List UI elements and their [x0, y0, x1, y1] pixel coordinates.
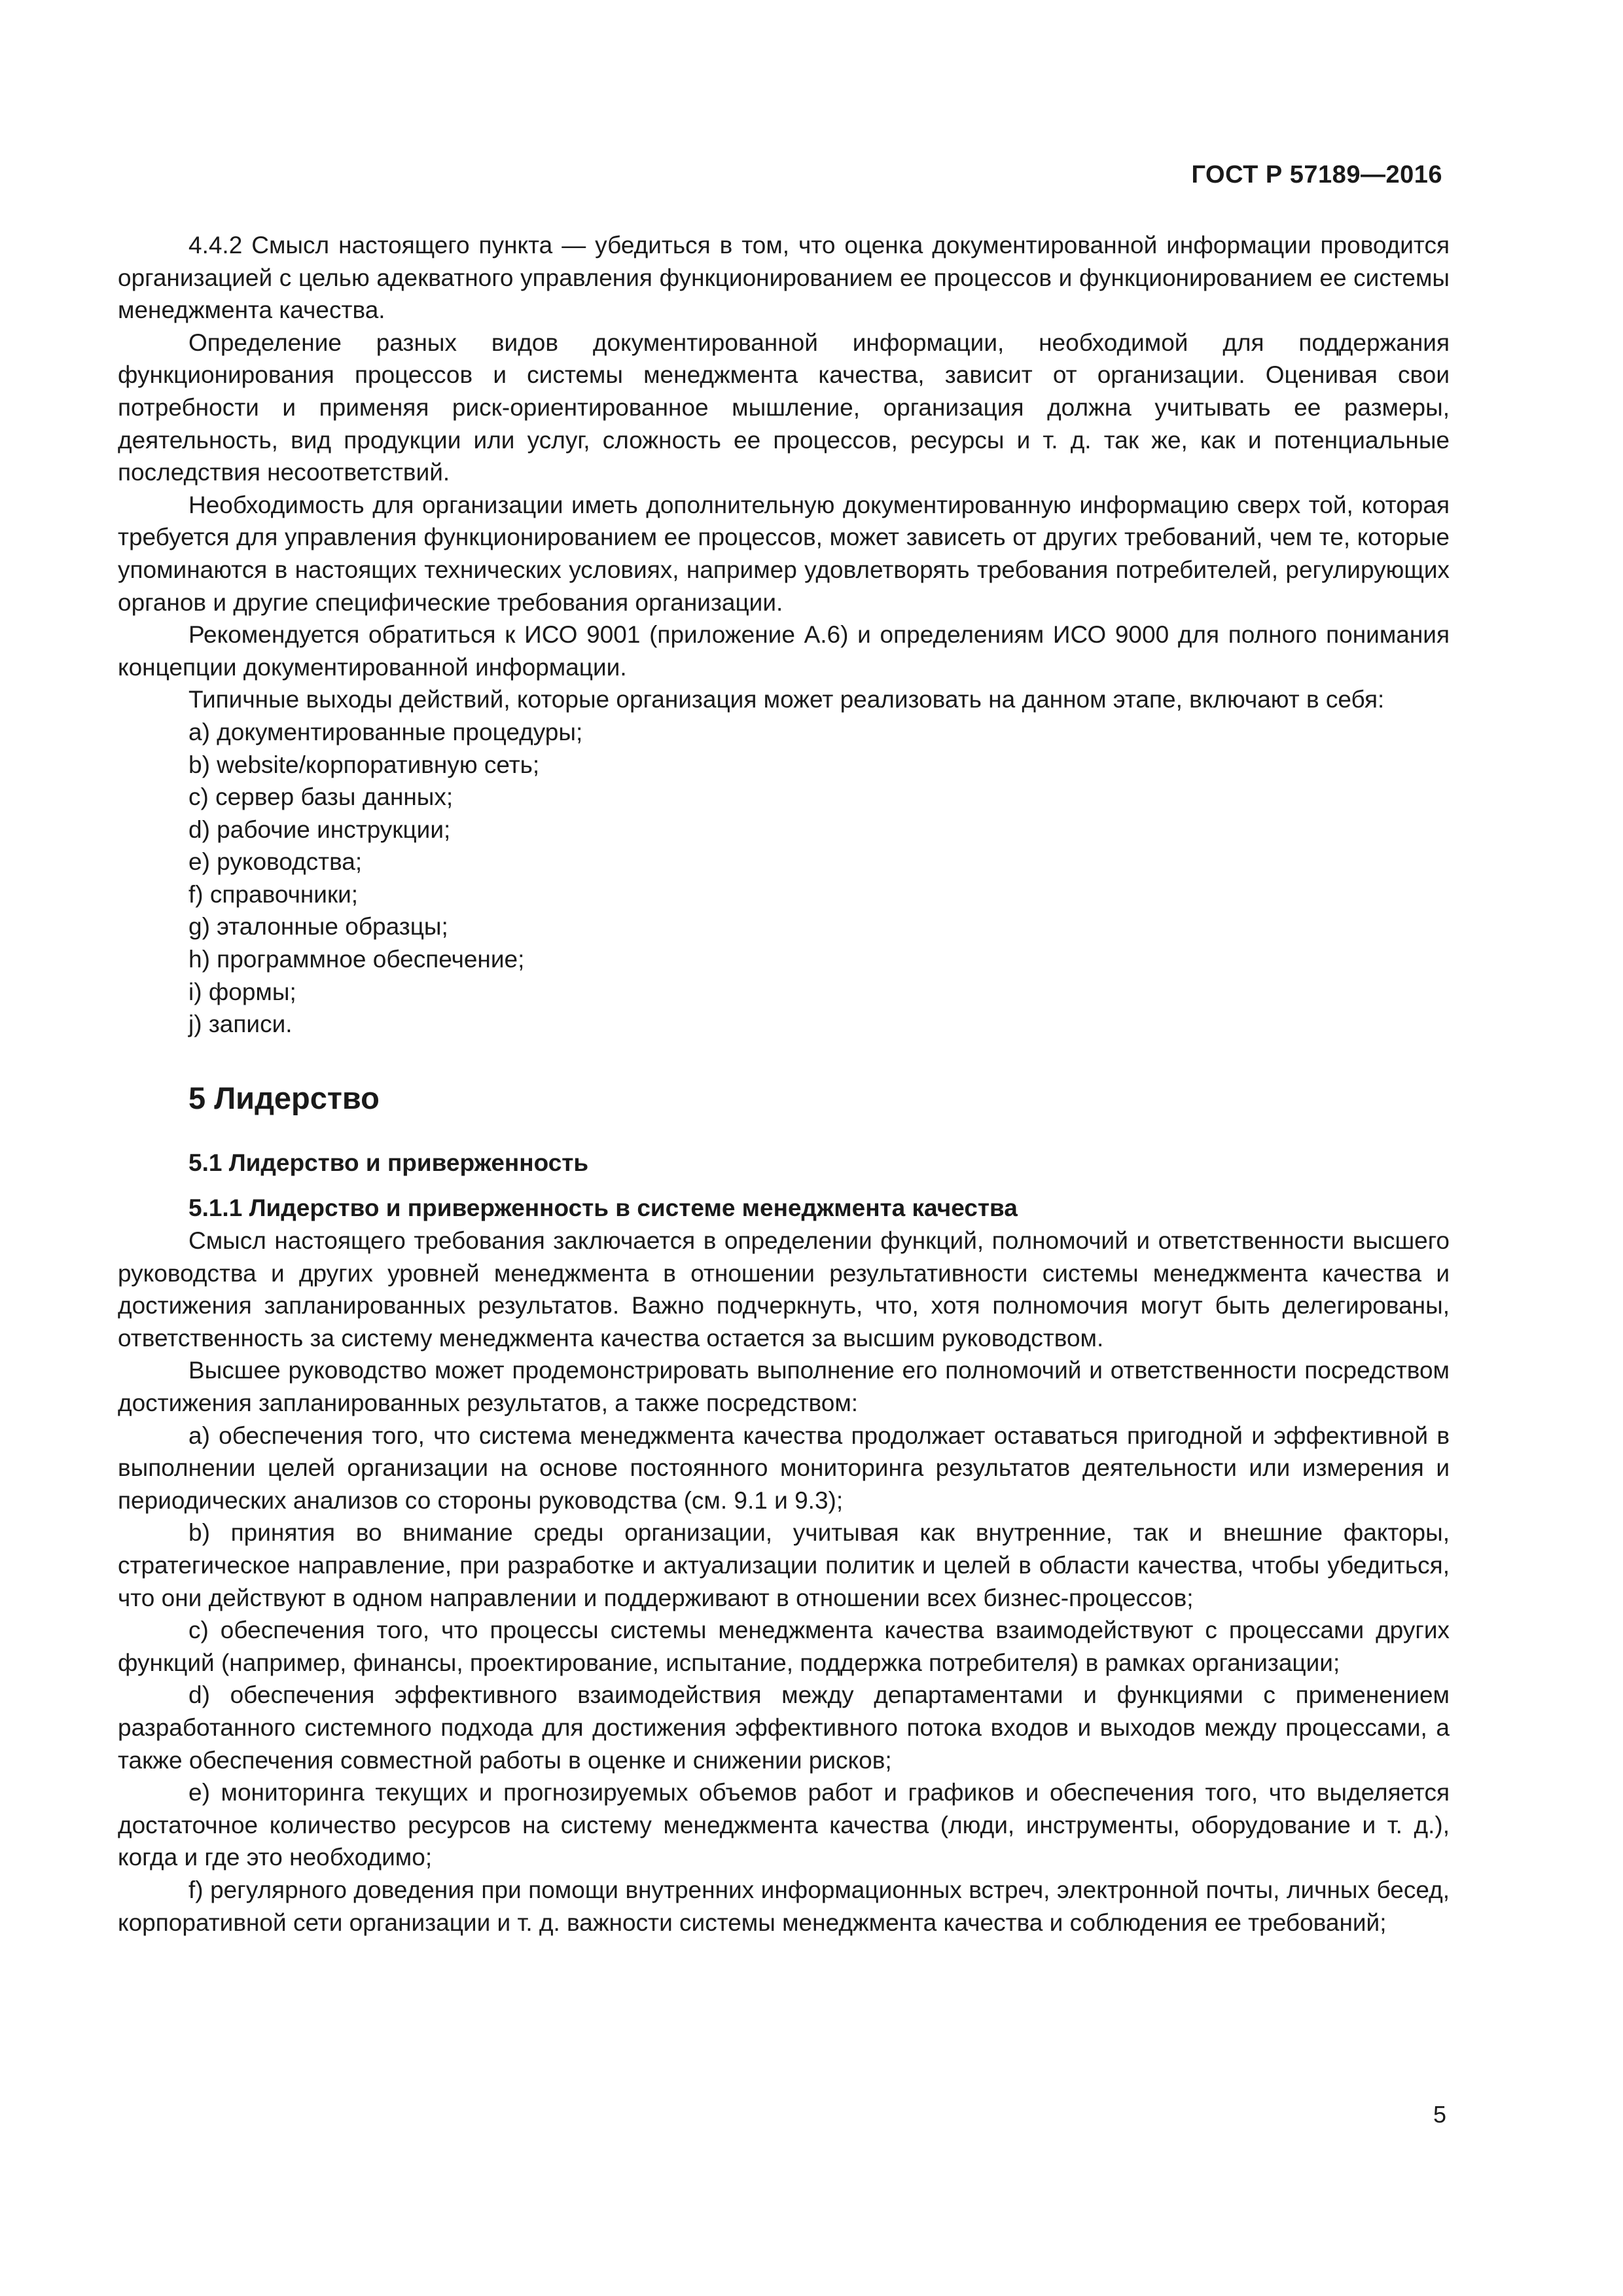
- document-code: ГОСТ Р 57189—2016: [1191, 161, 1442, 188]
- subsubsection-heading: 5.1.1 Лидерство и приверженность в системе менеджмента качества: [188, 1194, 1018, 1222]
- list-item: b) website/корпоративную сеть;: [188, 751, 540, 778]
- paragraph: b) принятия во внимание среды организации, учитывая как внутренние, так и внешние факторы, стратегическое направление, при разработке и актуализации политик и целей в области качества, чтобы убедиться, что они действуют в одном направлении и поддерживают в отношении всех бизнес-процессов;: [118, 1519, 1450, 1611]
- list-item: d) рабочие инструкции;: [188, 816, 451, 843]
- list-item: a) документированные процедуры;: [188, 718, 583, 745]
- list-item: f) справочники;: [188, 880, 359, 908]
- paragraph: d) обеспечения эффективного взаимодействия между департаментами и функциями с применением разработанного системного подхода для достижения эффективного потока входов и выходов между процессами, а также обеспечения совместной работы в оценке и снижении рисков;: [118, 1681, 1450, 1774]
- paragraph: Смысл настоящего требования заключается в определении функций, полномочий и ответственности высшего руководства и других уровней менеджмента в отношении результативности системы менеджмента качества и достижения запланированных результатов. Важно подчеркнуть, что, хотя полномочия могут быть делегированы, ответственность за систему менеджмента качества остается за высшим руководством.: [118, 1227, 1450, 1352]
- paragraph: c) обеспечения того, что процессы системы менеджмента качества взаимодействуют с процессами других функций (например, финансы, проектирование, испытание, поддержка потребителя) в рамках организации;: [118, 1617, 1450, 1676]
- page-content: [118, 229, 1450, 1939]
- subsection-heading: 5.1 Лидерство и приверженность: [188, 1149, 589, 1176]
- paragraph: a) обеспечения того, что система менеджмента качества продолжает оставаться пригодной и эффективной в выполнении целей организации на основе постоянного мониторинга результатов деятельности или измерения и периодических анализов со стороны руководства (см. 9.1 и 9.3);: [118, 1422, 1450, 1514]
- page-number: 5: [1433, 2101, 1446, 2128]
- paragraph: e) мониторинга текущих и прогнозируемых объемов работ и графиков и обеспечения того, что выделяется достаточное количество ресурсов на систему менеджмента качества (люди, инструменты, оборудование и т. д.), когда и где это необходимо;: [118, 1779, 1450, 1871]
- paragraph: Рекомендуется обратиться к ИСО 9001 (приложение А.6) и определениям ИСО 9000 для полного понимания концепции документированной информации.: [118, 621, 1450, 681]
- list-item: h) программное обеспечение;: [188, 946, 525, 973]
- paragraph: Необходимость для организации иметь дополнительную документированную информацию сверх той, которая требуется для управления функционированием ее процессов, может зависеть от других требований, чем те, которые упоминаются в настоящих технических условиях, например удовлетворять требования потребителей, регулирующих органов и другие специфические требования организации.: [118, 491, 1450, 616]
- paragraph: 4.4.2 Смысл настоящего пункта — убедиться в том, что оценка документированной информации проводится организацией с целью адекватного управления функционированием ее процессов и функционированием ее системы менеджмента качества.: [118, 232, 1450, 324]
- paragraph: Высшее руководство может продемонстрировать выполнение его полномочий и ответственности посредством достижения запланированных результатов, а также посредством:: [118, 1357, 1450, 1416]
- paragraph: Определение разных видов документированной информации, необходимой для поддержания функционирования процессов и системы менеджмента качества, зависит от организации. Оценивая свои потребности и применяя риск-ориентированное мышление, организация должна учитывать ее размеры, деятельность, вид продукции или услуг, сложность ее процессов, ресурсы и т. д. так же, как и потенциальные последствия несоответствий.: [118, 329, 1450, 486]
- list-item: e) руководства;: [188, 848, 363, 876]
- list-item: g) эталонные образцы;: [188, 913, 448, 941]
- list-item: j) записи.: [188, 1011, 293, 1038]
- paragraph: f) регулярного доведения при помощи внутренних информационных встреч, электронной почты, личных бесед, корпоративной сети организации и т. д. важности системы менеджмента качества и соблюдения ее требований;: [118, 1876, 1450, 1936]
- list-item: i) формы;: [188, 978, 296, 1005]
- section-heading: 5 Лидерство: [188, 1080, 380, 1115]
- outputs-list: [118, 716, 1450, 1041]
- paragraph: Типичные выходы действий, которые организация может реализовать на данном этапе, включают в себя:: [188, 686, 1385, 713]
- list-item: c) сервер базы данных;: [188, 783, 454, 811]
